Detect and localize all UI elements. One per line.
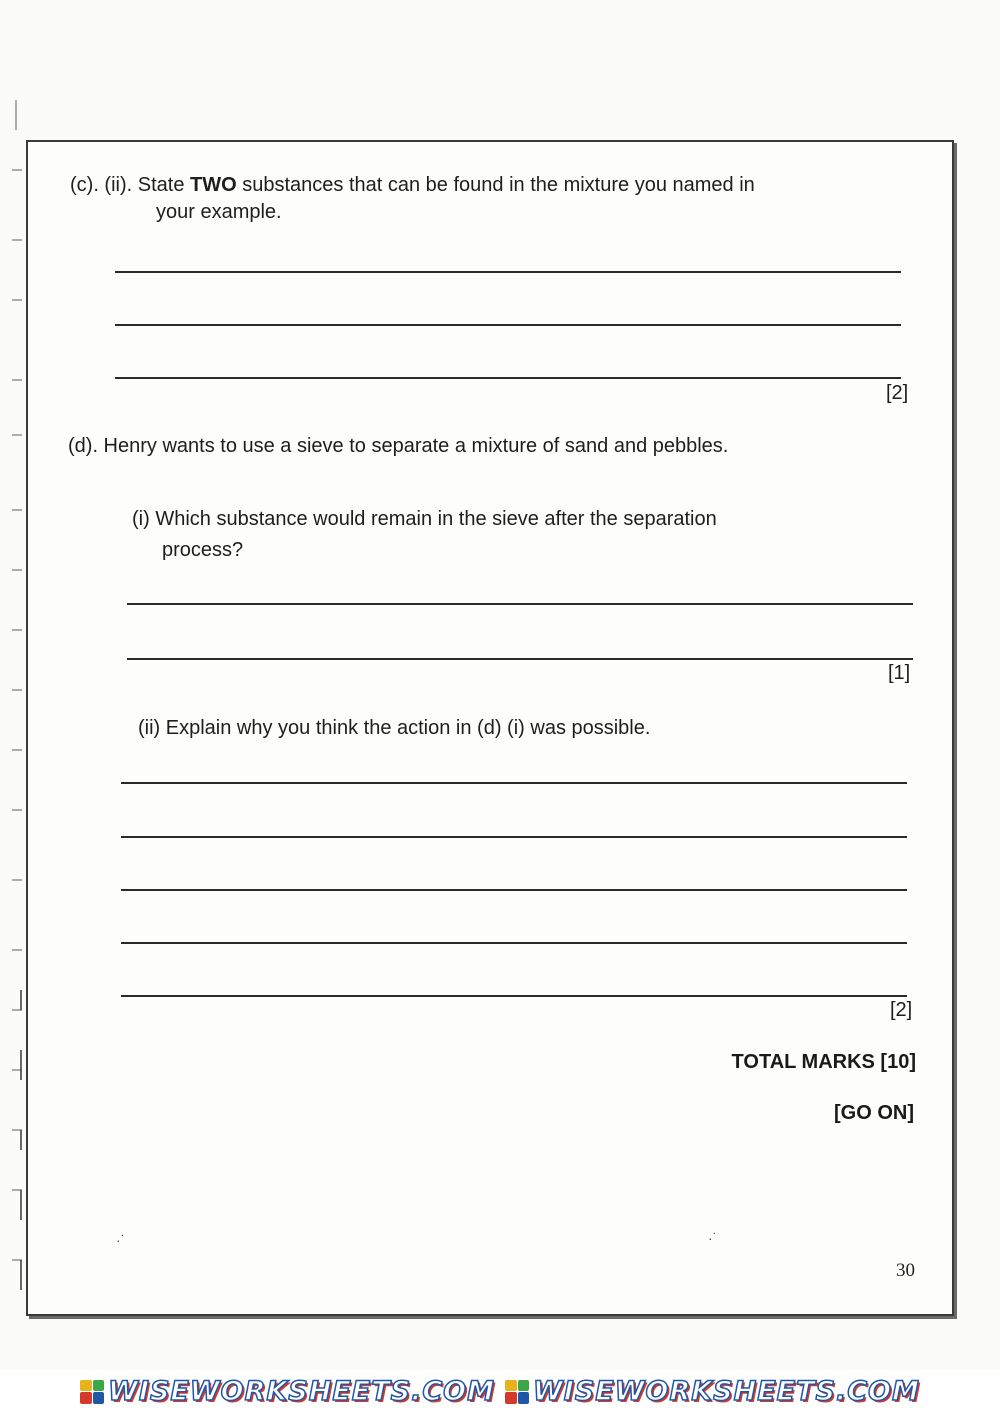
marks-d-ii: [2] <box>890 999 913 1021</box>
marks-d-i: [1] <box>888 662 911 684</box>
watermark-footer <box>0 1370 1000 1413</box>
emphasis-two: TWO <box>190 174 237 196</box>
scan-margin-ticks <box>8 90 24 1310</box>
answer-line-c-2[interactable] <box>115 324 901 326</box>
total-marks: TOTAL MARKS [10] <box>731 1051 916 1073</box>
answer-line-c-3[interactable] <box>115 377 901 379</box>
answer-line-c-1[interactable] <box>115 271 901 273</box>
question-c-line-2: your example. <box>156 201 282 223</box>
brand-logo-icon <box>505 1380 529 1404</box>
scan-speck-left: ·˙ <box>116 1232 126 1248</box>
question-d-ii: (ii) Explain why you think the action in (d) (i) was possible. <box>138 717 651 739</box>
answer-line-d-ii-4[interactable] <box>121 942 907 944</box>
go-on-label: [GO ON] <box>834 1102 914 1124</box>
answer-line-d-ii-3[interactable] <box>121 889 907 891</box>
question-c-line-1: (c). (ii). State TWO substances that can be found in the mixture you named in <box>70 174 755 196</box>
brand-text: WISEWORKSHEETS.COM <box>533 1376 920 1407</box>
brand-logo-icon <box>80 1380 104 1404</box>
answer-line-d-i-2[interactable] <box>127 658 913 660</box>
question-frame <box>26 140 954 1316</box>
question-d-i-line-2: process? <box>162 539 244 561</box>
question-d-intro: (d). Henry wants to use a sieve to separate a mixture of sand and pebbles. <box>68 435 729 457</box>
page-number: 30 <box>896 1260 915 1281</box>
answer-line-d-ii-2[interactable] <box>121 836 907 838</box>
answer-line-d-i-1[interactable] <box>127 603 913 605</box>
marks-c: [2] <box>886 382 909 404</box>
question-d-i-line-1: (i) Which substance would remain in the sieve after the separation <box>132 508 717 530</box>
scan-speck-right: ·˙ <box>708 1230 718 1246</box>
brand-watermark-1 <box>80 1376 495 1407</box>
brand-watermark-2 <box>505 1376 920 1407</box>
answer-line-d-ii-1[interactable] <box>121 782 907 784</box>
answer-line-d-ii-5[interactable] <box>121 995 907 997</box>
brand-text: WISEWORKSHEETS.COM <box>108 1376 495 1407</box>
